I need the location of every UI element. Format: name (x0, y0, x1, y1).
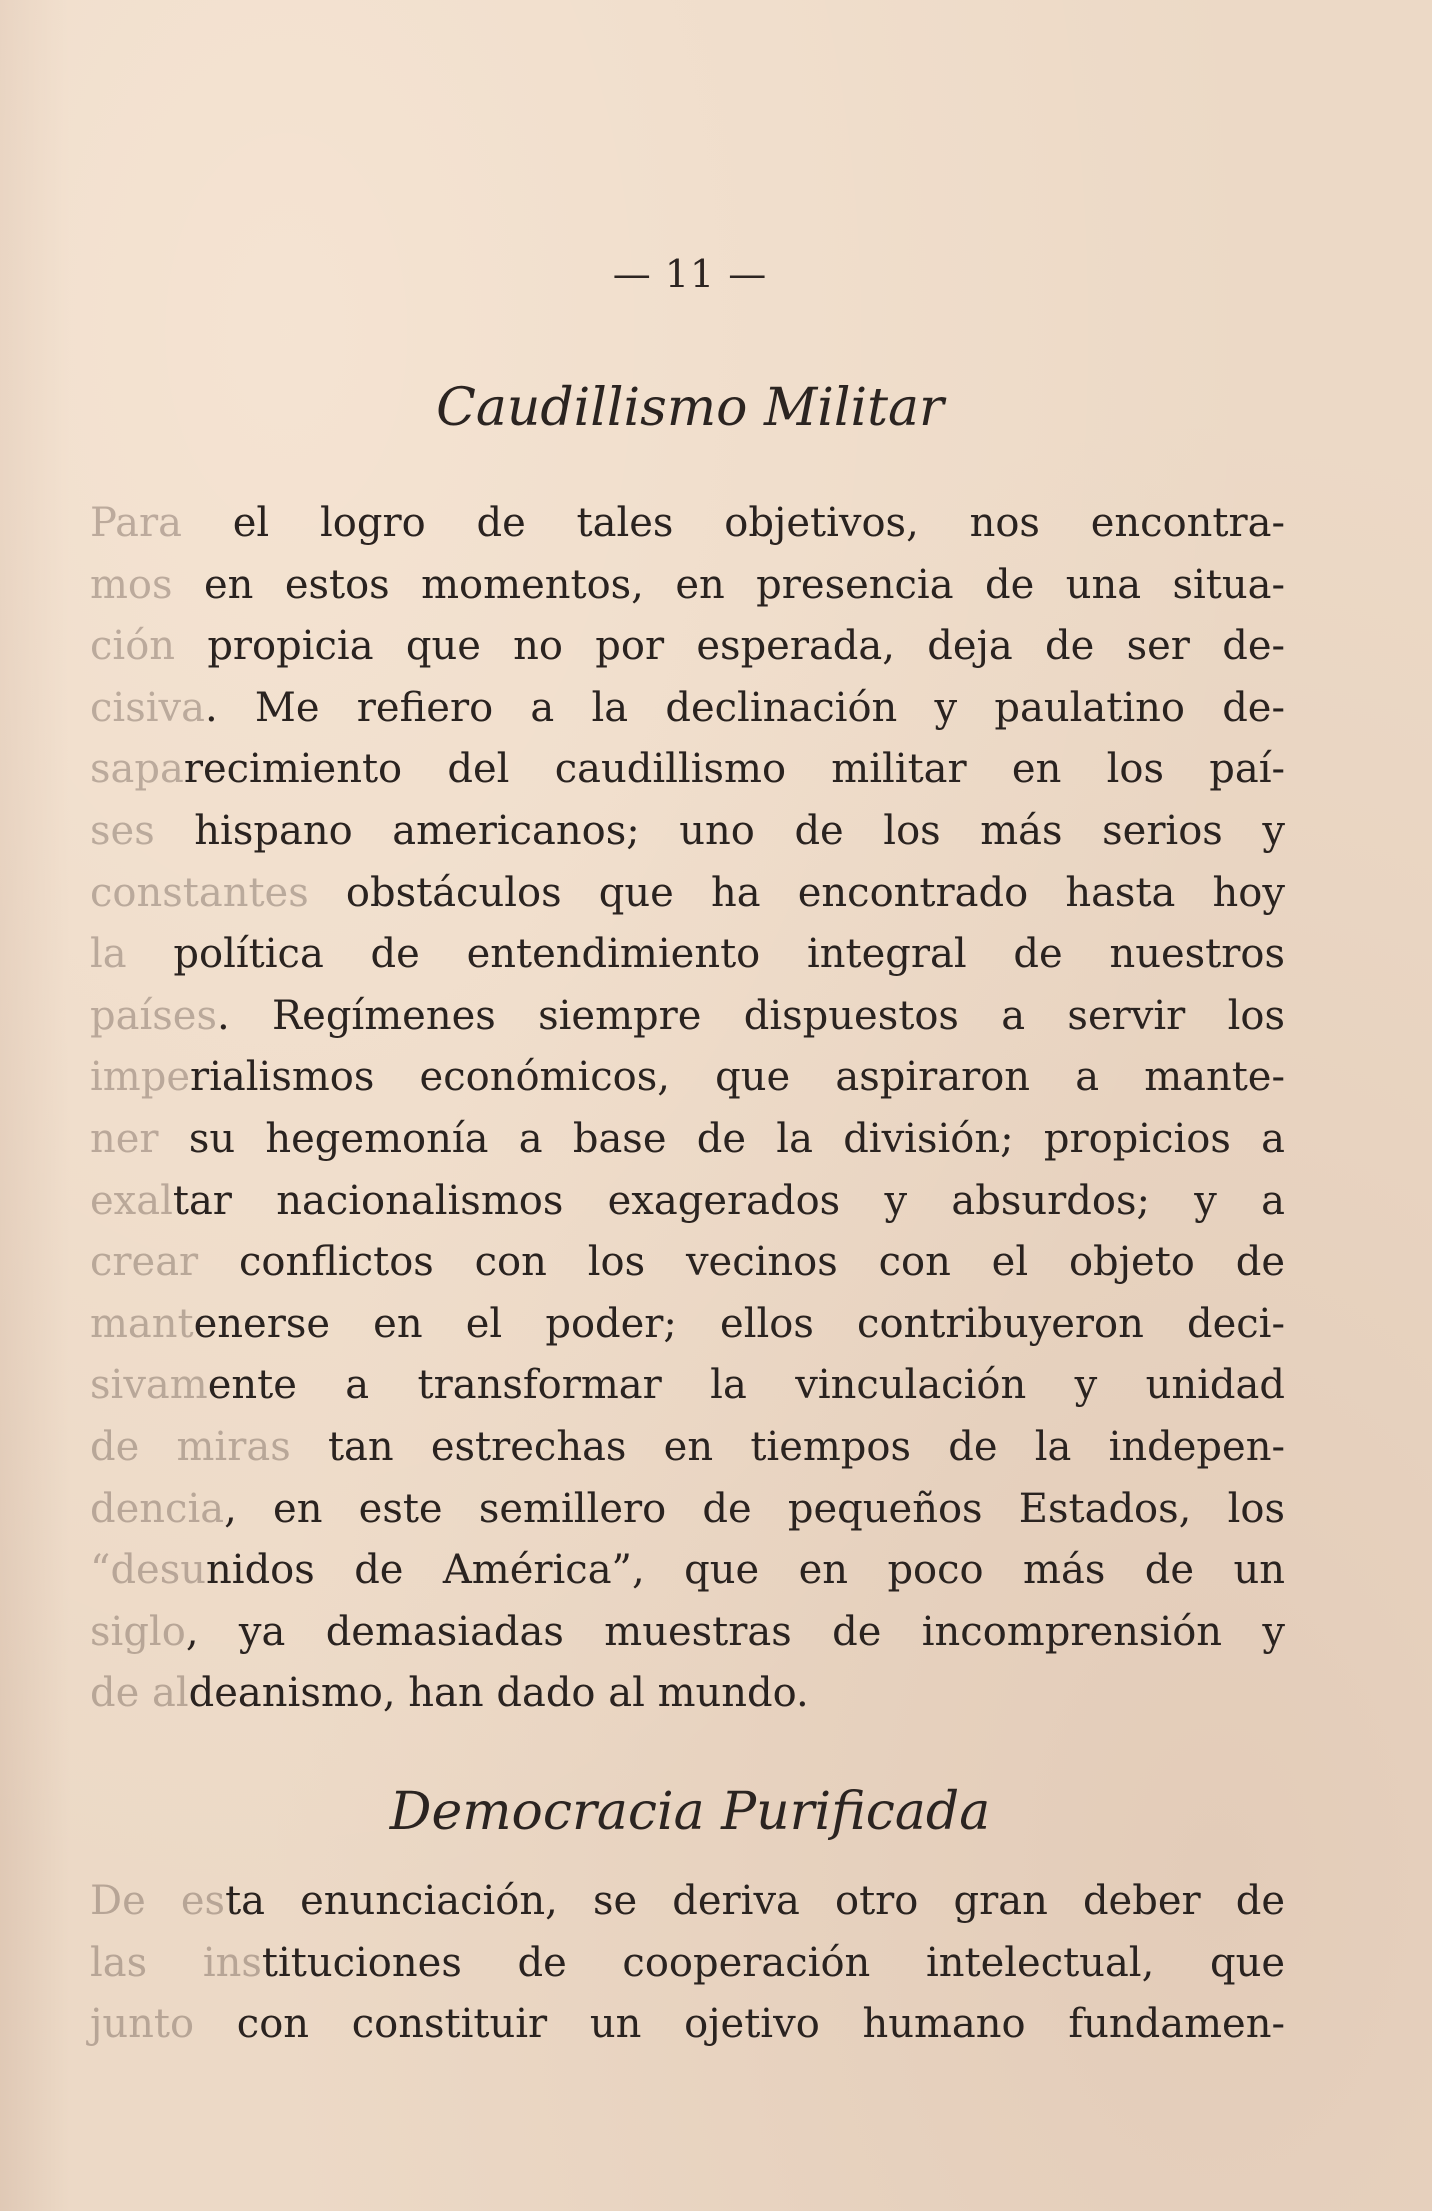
line-text: política de entendimiento integral de nuestros (126, 931, 1285, 978)
faded-text: crear (90, 1239, 199, 1286)
line-text: propicia que no por esperada, deja de ser de- (175, 623, 1285, 670)
text-line (90, 1540, 1285, 1602)
text-line (90, 1871, 1285, 1933)
text-line (90, 739, 1285, 801)
section-heading-democracia: Democracia Purificada (389, 1782, 991, 1842)
line-text: su hegemonía a base de la división; propicios a (158, 1115, 1285, 1162)
faded-text: impe (90, 1054, 190, 1101)
line-text: tar nacionalismos exagerados y absurdos; y a (172, 1177, 1285, 1224)
line-text: . Regímenes siempre dispuestos a servir los (216, 992, 1285, 1039)
faded-text: De es (90, 1878, 226, 1924)
text-line (90, 555, 1285, 617)
text-line (90, 1994, 1285, 2056)
line-text: el logro de tales objetivos, nos encontra- (181, 500, 1285, 546)
line-text: recimiento del caudillismo militar en los paí- (183, 746, 1285, 793)
text-line (90, 924, 1285, 986)
text-line (90, 1109, 1285, 1171)
line-text: . Me refiero a la declinación y paulatino de- (204, 684, 1285, 731)
line-text: con constituir un ojetivo humano fundamen- (194, 2001, 1285, 2048)
faded-text: ner (90, 1115, 159, 1162)
line-text: deanismo, han dado al mundo. (188, 1670, 809, 1717)
faded-text: las ins (90, 1939, 262, 1986)
faded-text: junto (90, 2001, 195, 2048)
line-text: hispano americanos; uno de los más serios y (154, 807, 1285, 854)
line-text: nidos de América”, que en poco más de un (206, 1547, 1285, 1594)
line-text: obstáculos que ha encontrado hasta hoy (308, 869, 1285, 916)
section-heading-caudillismo: Caudillismo Militar (436, 378, 944, 438)
line-text: ente a transformar la vinculación y unidad (207, 1362, 1285, 1409)
text-line (90, 1294, 1285, 1356)
paragraph-democracia (90, 1871, 1285, 2056)
line-text: en estos momentos, en presencia de una situa- (172, 561, 1285, 608)
line-text: , ya demasiadas muestras de incomprensión y (185, 1608, 1285, 1655)
line-text: tituciones de cooperación intelectual, que (261, 1939, 1285, 1986)
faded-text: dencia (90, 1485, 225, 1532)
text-line (90, 678, 1285, 740)
faded-text: “desu (90, 1547, 207, 1594)
text-line (90, 1933, 1285, 1995)
faded-text: siglo (90, 1608, 186, 1655)
text-line (90, 801, 1285, 863)
paragraph-caudillismo (90, 493, 1285, 1725)
faded-text: países (90, 992, 217, 1039)
faded-text: de al (90, 1670, 189, 1717)
text-line (90, 1479, 1285, 1541)
text-line (90, 1047, 1285, 1109)
faded-text: mos (90, 561, 173, 608)
faded-text: de miras (90, 1423, 291, 1470)
line-text: enerse en el poder; ellos contribuyeron deci- (193, 1300, 1285, 1347)
text-line (90, 1171, 1285, 1233)
faded-text: exal (90, 1177, 173, 1224)
line-text: tan estrechas en tiempos de la indepen- (290, 1423, 1285, 1470)
text-line (90, 1417, 1285, 1479)
text-line (90, 1663, 1285, 1725)
faded-text: sapa (90, 746, 184, 793)
line-text: conflictos con los vecinos con el objeto de (198, 1239, 1285, 1286)
text-line (90, 986, 1285, 1048)
faded-text: cisiva (90, 684, 205, 731)
page-number: — 11 — (612, 252, 768, 296)
line-text: , en este semillero de pequeños Estados, los (224, 1485, 1285, 1532)
text-line (90, 493, 1285, 555)
text-line (90, 1602, 1285, 1664)
text-line (90, 616, 1285, 678)
faded-text: ción (90, 623, 176, 670)
faded-text: mant (90, 1300, 194, 1347)
faded-text: la (90, 931, 127, 978)
text-line (90, 863, 1285, 925)
faded-text: constantes (90, 869, 309, 916)
line-text: ta enunciación, se deriva otro gran deber de (225, 1878, 1286, 1924)
text-line (90, 1232, 1285, 1294)
faded-text: Para (90, 500, 182, 546)
faded-text: ses (90, 807, 155, 854)
line-text: rialismos económicos, que aspiraron a mante- (190, 1054, 1285, 1101)
text-line (90, 1355, 1285, 1417)
faded-text: sivam (90, 1362, 208, 1409)
